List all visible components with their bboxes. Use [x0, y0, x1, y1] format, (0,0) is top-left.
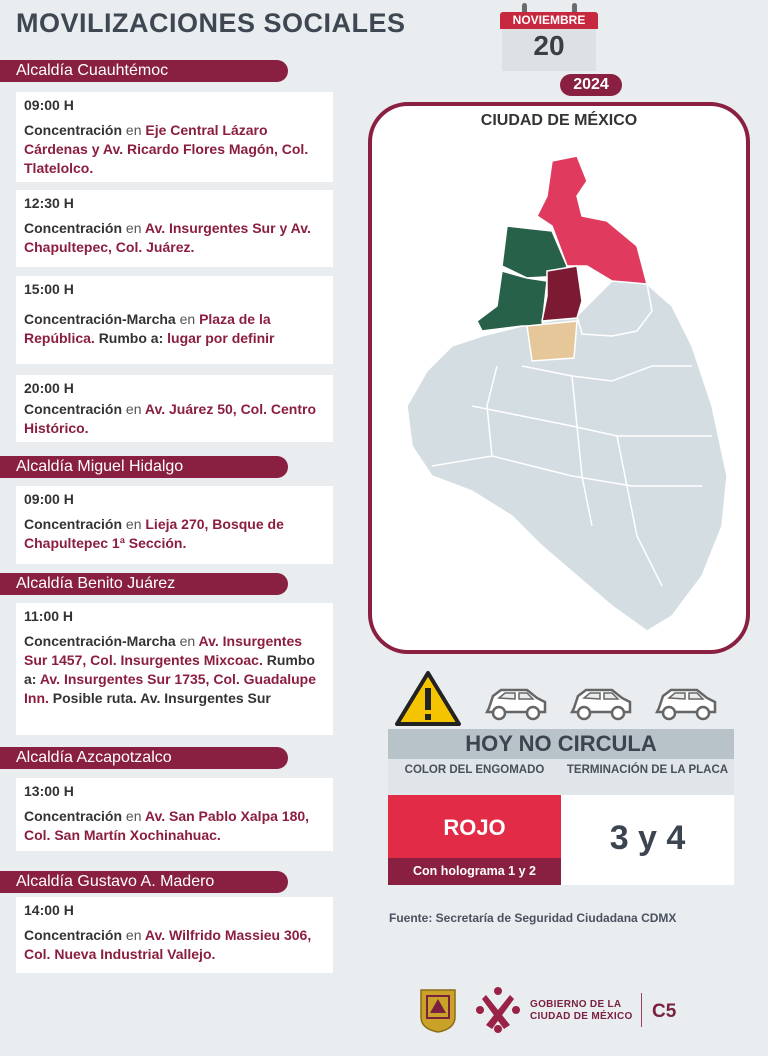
event-description: Concentración en Lieja 270, Bosque de Chapultepec 1ª Sección. [24, 516, 284, 551]
coat-of-arms-logo [418, 987, 458, 1033]
event-card [16, 375, 333, 442]
section-gustavo-a-madero: Alcaldía Gustavo A. Madero [0, 871, 288, 893]
event-description: Concentración en Av. San Pablo Xalpa 180, Col. San Martín Xochinahuac. [24, 808, 310, 843]
event-time: 13:00 H [24, 783, 74, 799]
engomado-color-cell [388, 795, 561, 885]
cdmx-map-svg [372, 106, 746, 650]
event-time: 09:00 H [24, 97, 74, 113]
car-icon [483, 686, 549, 722]
page-title: MOVILIZACIONES SOCIALES [16, 8, 406, 38]
calendar-year: 2024 [560, 74, 622, 96]
footer-logos [418, 985, 688, 1035]
engomado-color: ROJO [443, 815, 506, 840]
map-region-cuauhtemoc [542, 266, 582, 321]
calendar-month: NOVIEMBRE [500, 12, 598, 29]
plate-header: TERMINACIÓN DE LA PLACA [561, 759, 734, 795]
event-card [16, 92, 333, 182]
event-description: Concentración-Marcha en Av. Insurgentes Sur 1457, Col. Insurgentes Mixcoac. Rumbo a: Av. Insurgentes Sur 1735, Col. Guadalupe Inn. Posible ruta. Av. Insurgentes Sur [24, 633, 317, 706]
event-time: 20:00 H [24, 380, 74, 396]
map-region-miguel-hidalgo [477, 271, 547, 331]
event-description: Concentración-Marcha en Plaza de la República. Rumbo a: lugar por definir [24, 311, 275, 346]
event-card [16, 778, 333, 851]
event-description: Concentración en Av. Juárez 50, Col. Centro Histórico. [24, 401, 317, 436]
map-region-benito-juarez [527, 321, 577, 361]
calendar-day: 20 [502, 29, 596, 71]
event-card [16, 190, 333, 267]
event-time: 09:00 H [24, 491, 74, 507]
cdmx-map [368, 102, 750, 654]
event-card [16, 897, 333, 973]
government-name: GOBIERNO DE LA CIUDAD DE MÉXICO [530, 999, 633, 1022]
section-azcapotzalco: Alcaldía Azcapotzalco [0, 747, 288, 769]
source-note: Fuente: Secretaría de Seguridad Ciudadana CDMX [389, 911, 677, 925]
c5-logo: C5 [652, 1001, 677, 1022]
event-card [16, 603, 333, 735]
event-card [16, 486, 333, 564]
section-benito-juarez: Alcaldía Benito Juárez [0, 573, 288, 595]
event-description: Concentración en Av. Wilfrido Massieu 306, Col. Nueva Industrial Vallejo. [24, 927, 312, 962]
date-calendar [500, 6, 609, 93]
map-title: CIUDAD DE MÉXICO [480, 112, 638, 129]
warning-icon [394, 670, 462, 728]
cdmx-logo [474, 985, 522, 1035]
event-time: 12:30 H [24, 195, 74, 211]
event-time: 14:00 H [24, 902, 74, 918]
car-icon [568, 686, 634, 722]
event-description: Concentración en Eje Central Lázaro Cárdenas y Av. Ricardo Flores Magón, Col. Tlatelolco. [24, 122, 309, 176]
event-card [16, 276, 333, 364]
section-cuauhtemoc: Alcaldía Cuauhtémoc [0, 60, 288, 82]
plate-endings: 3 y 4 [561, 795, 734, 885]
hologram-note: Con holograma 1 y 2 [388, 858, 561, 885]
hoy-no-circula-title: HOY NO CIRCULA [388, 729, 734, 759]
color-header: COLOR DEL ENGOMADO [388, 759, 561, 795]
logo-divider [641, 993, 642, 1027]
section-miguel-hidalgo: Alcaldía Miguel Hidalgo [0, 456, 288, 478]
event-description: Concentración en Av. Insurgentes Sur y Av. Chapultepec, Col. Juárez. [24, 220, 311, 255]
event-time: 15:00 H [24, 281, 74, 297]
event-time: 11:00 H [24, 608, 74, 624]
car-icon [653, 686, 719, 722]
